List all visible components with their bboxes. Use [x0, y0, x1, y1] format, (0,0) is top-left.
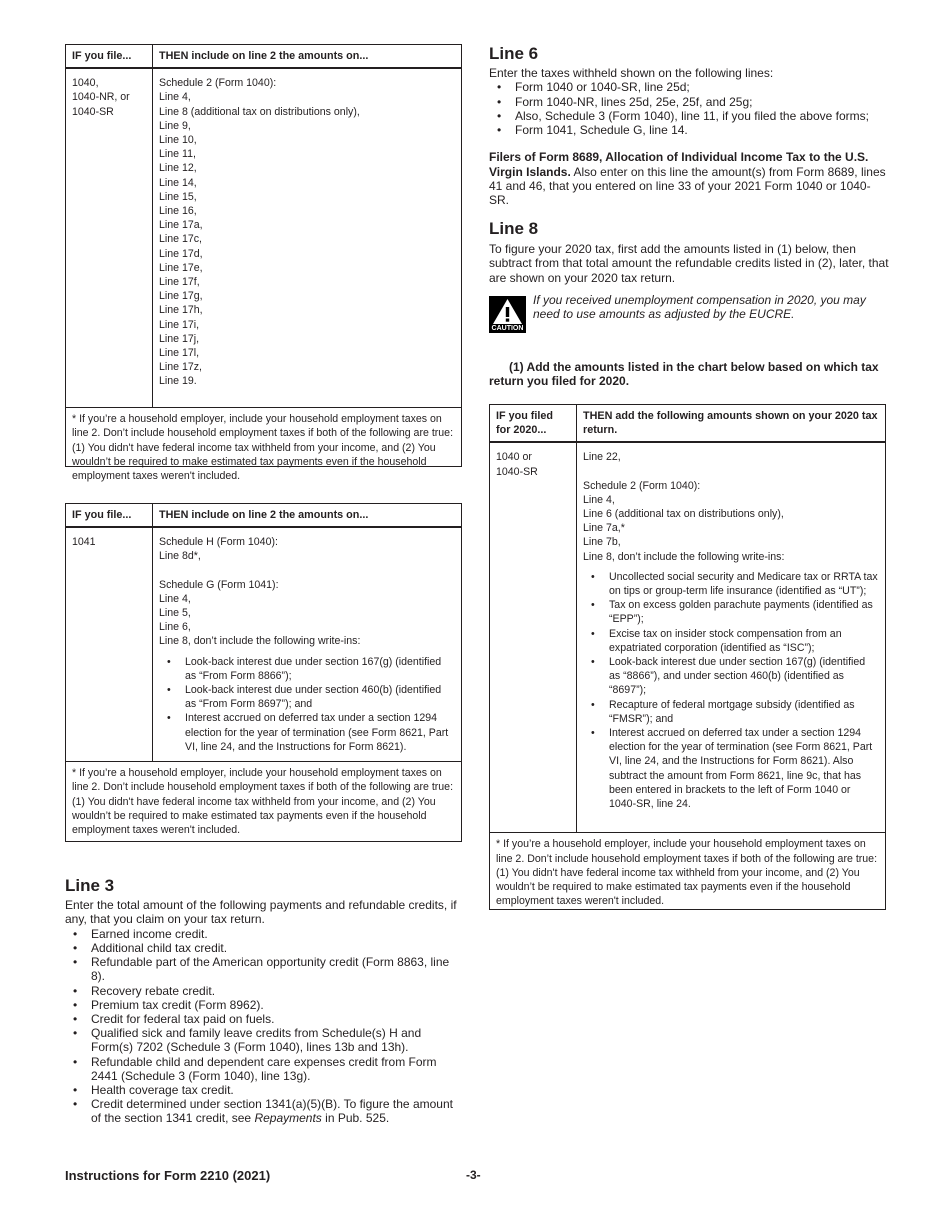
list-item: • Look-back interest due under section 460(b) (identified as “From Form 8697”); and — [185, 683, 455, 711]
list-item: • Premium tax credit (Form 8962). — [91, 998, 460, 1012]
text-line: 1040, — [72, 77, 99, 90]
line-22-text: Line 22, — [583, 451, 621, 464]
filers-8689-paragraph — [489, 150, 889, 208]
line-3-list — [65, 927, 460, 1126]
table-2020 — [489, 404, 886, 910]
table-1041-grid — [66, 504, 461, 761]
text-line: Line 8, don’t include the following write-ins: — [159, 635, 361, 648]
text-line: Schedule 2 (Form 1040): — [583, 479, 701, 492]
return-type-cell — [490, 442, 577, 832]
text-line: Line 17h, — [159, 304, 203, 317]
filers-8689-text: Also enter on this line the amount(s) from Form 8689, lines 41 and 46, that you entered on line 33 of your 2021 Form 1040 or 1040-SR. — [489, 164, 886, 208]
list-item: • Also, Schedule 3 (Form 1040), line 11, if you filed the above forms; — [515, 109, 889, 123]
text-line: Line 4, — [159, 592, 191, 605]
text-line: Line 6, — [159, 621, 191, 634]
text-line: Line 11, — [159, 148, 196, 161]
text-line: Line 12, — [159, 162, 197, 175]
schedule-2-lines — [583, 479, 879, 564]
line-8-intro: To figure your 2020 tax, first add the amounts listed in (1) below, then subtract from that total amount the refundable credits listed in (2), later, that are shown on your 2020 tax return. — [489, 242, 889, 285]
text-line: Line 17d, — [159, 247, 203, 260]
schedule-h-lines — [159, 535, 455, 563]
list-item: • Qualified sick and family leave credits from Schedule(s) H and Form(s) 7202 (Schedule 3 (Form 1040), lines 13b and 13h). — [91, 1026, 460, 1054]
text-line: Line 7a,* — [583, 522, 625, 535]
table-1040 — [65, 44, 462, 483]
return-type-cell — [66, 68, 153, 407]
caution-label: CAUTION — [491, 325, 524, 332]
text-line: Line 14, — [159, 176, 197, 189]
text-line: Line 5, — [159, 607, 191, 620]
household-employer-note: * If you’re a household employer, include your household employment taxes on line 2. Don’t include household employment taxes if both of the following are true: (1) You didn't have federal income tax withheld from your income, and (2) You wouldn’t be required to make estimated tax payments even if the household employment taxes weren't included. — [490, 832, 885, 914]
household-employer-note: * If you’re a household employer, include your household employment taxes on line 2. Don’t include household employment taxes if both of the following are true: (1) You didn't have federal income tax withheld from your income, and (2) You wouldn’t be required to make estimated tax payments even if the household employment taxes weren't included. — [66, 407, 461, 489]
text-line: 1040-NR, or — [72, 91, 130, 104]
text-line: Schedule G (Form 1041): — [159, 578, 279, 591]
text-line: Line 17j, — [159, 332, 200, 345]
filers-8689-bold: Filers of Form 8689, Allocation of Individual Income Tax to the U.S. Virgin Islands. — [489, 150, 869, 179]
list-item: • Recovery rebate credit. — [91, 984, 460, 998]
amounts-cell — [577, 442, 886, 832]
table-1040-grid — [66, 45, 461, 407]
text-line: Line 17i, — [159, 318, 200, 331]
list-item: • Tax on excess golden parachute payments (identified as “EPP”); — [609, 598, 879, 626]
line-6-intro: Enter the taxes withheld shown on the following lines: — [489, 66, 774, 80]
repayments-reference: Repayments — [254, 1111, 322, 1126]
page-number: -3- — [466, 1168, 481, 1182]
text-line: Line 8d*, — [159, 550, 201, 563]
amounts-lines — [159, 76, 455, 388]
list-item: • Excise tax on insider stock compensation from an expatriated corporation (identified as “ISC”); — [609, 627, 879, 655]
text-line: Line 16, — [159, 205, 197, 218]
col-header-if-you-file: IF you file... — [66, 504, 153, 527]
line-6-heading: Line 6 — [489, 44, 539, 63]
list-item: • Form 1040 or 1040-SR, line 25d; — [515, 80, 889, 94]
line-3-intro: Enter the total amount of the following payments and refundable credits, if any, that you claim on your tax return. — [65, 898, 457, 927]
line-3-heading: Line 3 — [65, 876, 115, 895]
list-item: • Interest accrued on deferred tax under a section 1294 election for the year of termination (see Form 8621, Part VI, line 24, and the Instructions for Form 8621). — [185, 711, 455, 754]
text-line: Line 9, — [159, 119, 191, 132]
text-line: Line 10, — [159, 134, 197, 147]
list-item: • Uncollected social security and Medicare tax or RRTA tax on tips or group-term life insurance (identified as “UT”); — [609, 570, 879, 598]
col-header-if-you-filed: IF you filed for 2020... — [490, 405, 577, 442]
line-8-heading: Line 8 — [489, 219, 539, 238]
line-6-section — [489, 44, 889, 208]
table-header-row — [66, 45, 461, 68]
table-row — [66, 527, 461, 761]
household-employer-note: * If you’re a household employer, include your household employment taxes on line 2. Don’t include household employment taxes if both of the following are true: (1) You didn't have federal income tax withheld from your income, and (2) You wouldn’t be required to make estimated tax payments even if the household employment taxes weren't included. — [66, 761, 461, 843]
list-item: • Interest accrued on deferred tax under a section 1294 election for the year of termination (see Form 8621, Part VI, line 24, and the Instructions for Form 8621). Also subtract the amount from Form 8621, line 9c, that has been entered in brackets to the left of Form 1040 or 1040-SR, line 24. — [609, 726, 879, 811]
list-item: • Additional child tax credit. — [91, 941, 460, 955]
text-line: Line 17z, — [159, 361, 202, 374]
list-item-text: Credit determined under section 1341(a)(5)(B). To figure the amount of the section 1341 credit, see — [91, 1097, 453, 1126]
col-header-then-include: THEN include on line 2 the amounts on... — [153, 45, 462, 68]
write-ins-list — [583, 570, 879, 811]
line-3-section — [65, 876, 460, 1126]
footer-title: Instructions for Form 2210 (2021) — [65, 1168, 271, 1183]
table-header-row — [66, 504, 461, 527]
return-type-lines — [72, 76, 146, 119]
text-line: Line 17c, — [159, 233, 202, 246]
list-item: • Earned income credit. — [91, 927, 460, 941]
return-type-lines — [496, 450, 570, 478]
amounts-cell — [153, 527, 462, 761]
text-line: Line 17e, — [159, 261, 203, 274]
line-8-sub-heading: (1) Add the amounts listed in the chart below based on which tax return you filed for 2020. — [489, 360, 879, 389]
schedule-g-lines — [159, 578, 455, 649]
text-line: Line 17f, — [159, 276, 200, 289]
list-item: • Refundable part of the American opportunity credit (Form 8863, line 8). — [91, 955, 460, 983]
text-line: Line 17a, — [159, 219, 203, 232]
table-2020-grid — [490, 405, 885, 832]
text-line: 1040-SR — [496, 465, 538, 478]
list-item: • Look-back interest due under section 167(g) (identified as “8866”), and under section 460(b) (identified as “8697”); — [609, 655, 879, 698]
list-item: • Credit for federal tax paid on fuels. — [91, 1012, 460, 1026]
text-line: Line 8 (additional tax on distributions only), — [159, 105, 360, 118]
text-line: Line 8, don’t include the following write-ins: — [583, 550, 785, 563]
text-line: 1040-SR — [72, 105, 114, 118]
text-line: Line 4, — [159, 91, 191, 104]
line-8-section — [489, 219, 889, 285]
list-item — [91, 1097, 460, 1125]
text-line: Line 17l, — [159, 347, 200, 360]
text-line: Schedule 2 (Form 1040): — [159, 77, 277, 90]
amounts-cell — [153, 68, 462, 407]
table-header-row — [490, 405, 885, 442]
text-line: Line 4, — [583, 493, 615, 506]
return-type-cell: 1041 — [66, 527, 153, 761]
list-item: • Health coverage tax credit. — [91, 1083, 460, 1097]
table-row — [490, 442, 885, 832]
list-item: • Form 1041, Schedule G, line 14. — [515, 123, 889, 137]
list-item: • Refundable child and dependent care expenses credit from Form 2441 (Schedule 3 (Form 1040), line 13g). — [91, 1055, 460, 1083]
text-line: 1040 or — [496, 451, 532, 464]
text-line: Line 19. — [159, 375, 197, 388]
text-line: Line 17g, — [159, 290, 203, 303]
line-6-list — [489, 80, 889, 137]
col-header-if-you-file: IF you file... — [66, 45, 153, 68]
table-1041 — [65, 503, 462, 842]
col-header-then-add: THEN add the following amounts shown on your 2020 tax return. — [577, 405, 886, 442]
table-row — [66, 68, 461, 407]
caution-icon — [489, 296, 526, 333]
text-line: Line 15, — [159, 190, 197, 203]
list-item: • Recapture of federal mortgage subsidy (identified as “FMSR”); and — [609, 698, 879, 726]
text-line: Line 7b, — [583, 536, 621, 549]
caution-text: If you received unemployment compensation in 2020, you may need to use amounts as adjusted by the EUCRE. — [533, 293, 866, 322]
list-item: • Form 1040-NR, lines 25d, 25e, 25f, and 25g; — [515, 95, 889, 109]
list-item-text: in Pub. 525. — [321, 1111, 390, 1126]
text-line: Schedule H (Form 1040): — [159, 536, 278, 549]
col-header-then-include: THEN include on line 2 the amounts on... — [153, 504, 462, 527]
list-item: • Look-back interest due under section 167(g) (identified as “From Form 8866”); — [185, 655, 455, 683]
write-ins-list — [159, 655, 455, 754]
text-line: Line 6 (additional tax on distributions only), — [583, 508, 784, 521]
